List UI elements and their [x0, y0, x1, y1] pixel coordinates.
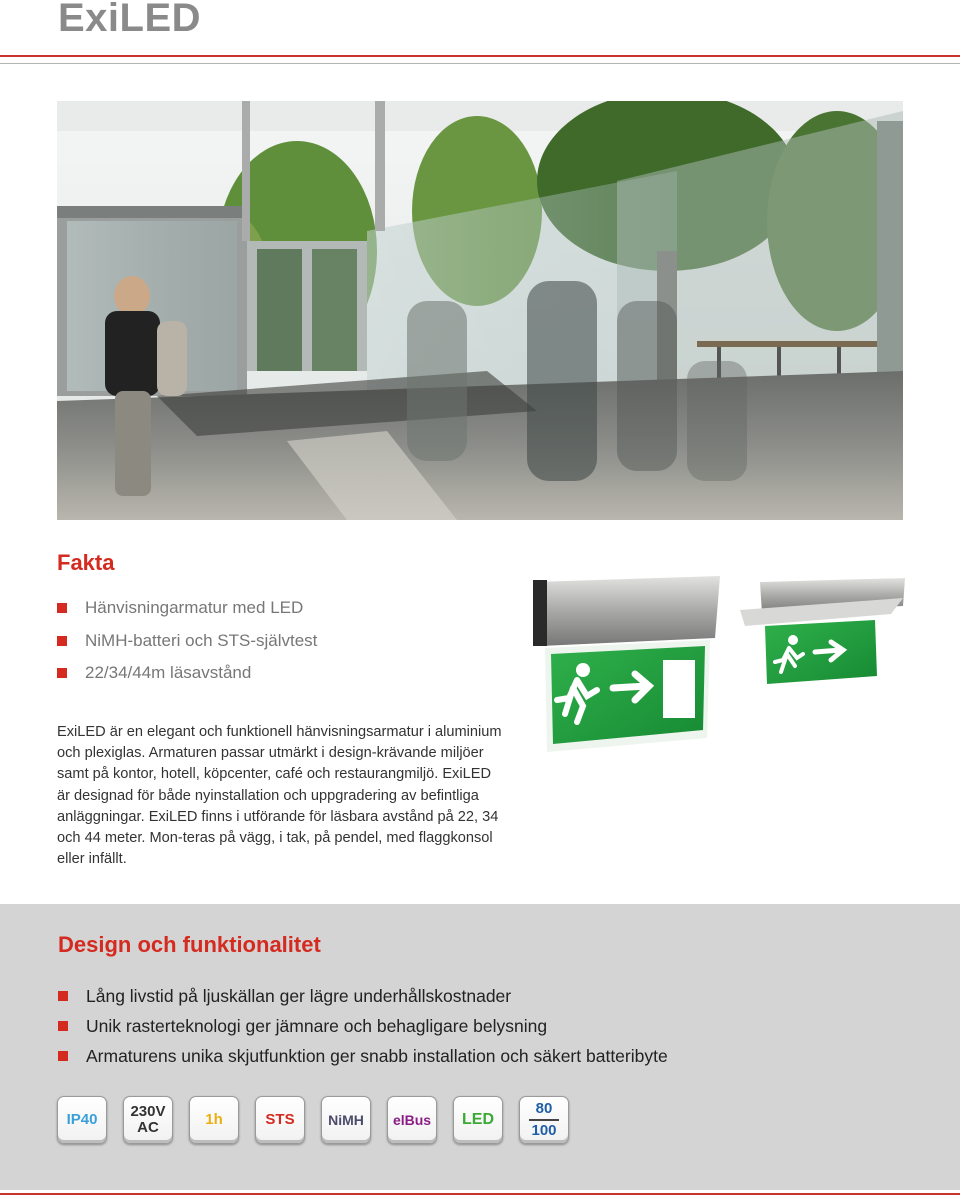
- fakta-list: [57, 596, 317, 694]
- duration-label: 1h: [205, 1111, 223, 1128]
- distance-badge: [519, 1096, 569, 1144]
- voltage-top-label: 230V: [130, 1103, 166, 1120]
- voltage-badge: [123, 1096, 173, 1144]
- design-item-text: Armaturens unika skjutfunktion ger snabb installation och säkert batteribyte: [86, 1046, 668, 1066]
- design-heading: Design och funktionalitet: [58, 932, 321, 957]
- fakta-item: [57, 596, 317, 629]
- bullet-icon: [57, 636, 67, 646]
- fakta-item-text: NiMH-batteri och STS-självtest: [85, 630, 318, 650]
- elbus-label: elBus: [392, 1112, 432, 1128]
- fakta-heading: Fakta: [57, 550, 115, 575]
- distance-bottom-label: 100: [531, 1122, 557, 1139]
- title-rule: [0, 55, 960, 57]
- ip40-badge: [57, 1096, 107, 1144]
- page-title: ExiLED: [58, 0, 202, 40]
- led-badge: [453, 1096, 503, 1144]
- fakta-item-text: Hänvisningarmatur med LED: [85, 598, 304, 617]
- design-item: [58, 1044, 668, 1074]
- sts-badge: [255, 1096, 305, 1144]
- product-image: [525, 568, 960, 768]
- distance-top-label: 80: [535, 1100, 553, 1117]
- design-item: [58, 1014, 668, 1044]
- nimh-label: NiMH: [328, 1112, 364, 1128]
- bullet-icon: [58, 991, 68, 1001]
- bottom-rule: [0, 1193, 960, 1195]
- fraction-divider: [529, 1119, 559, 1121]
- design-item-text: Lång livstid på ljuskällan ger lägre underhållskostnader: [86, 986, 512, 1006]
- bullet-icon: [58, 1021, 68, 1031]
- ip40-label: IP40: [66, 1111, 98, 1128]
- elbus-badge: [387, 1096, 437, 1144]
- lobby-photo: [57, 101, 903, 520]
- bullet-icon: [58, 1051, 68, 1061]
- led-label: LED: [462, 1111, 494, 1128]
- fakta-item-text: 22/34/44m läsavstånd: [85, 663, 252, 682]
- product-description: ExiLED är en elegant och funktionell hänvisningsarmatur i aluminium och plexiglas. Armaturen passar utmärkt i design-krävande miljöer samt på kontor, hotell, köpcenter, café och restaurangmiljö. ExiLED är designad för både nyinstallation och uppgradering av befintliga anläggningar. ExiLED finns i utförande för läsbara avstånd på 22, 34 och 44 meter. Mon-teras på vägg, i tak, på pendel, med flaggkonsol eller infällt.: [57, 724, 502, 868]
- design-item: [58, 984, 668, 1014]
- bullet-icon: [57, 603, 67, 613]
- duration-badge: [189, 1096, 239, 1144]
- title-rule-secondary: [0, 63, 960, 64]
- design-item-text: Unik rasterteknologi ger jämnare och behagligare belysning: [86, 1016, 548, 1036]
- design-list: [58, 984, 668, 1074]
- sts-label: STS: [265, 1111, 295, 1128]
- fakta-item: [57, 629, 317, 662]
- nimh-badge: [321, 1096, 371, 1144]
- bullet-icon: [57, 668, 67, 678]
- voltage-bottom-label: AC: [137, 1119, 159, 1136]
- fakta-item: [57, 661, 317, 694]
